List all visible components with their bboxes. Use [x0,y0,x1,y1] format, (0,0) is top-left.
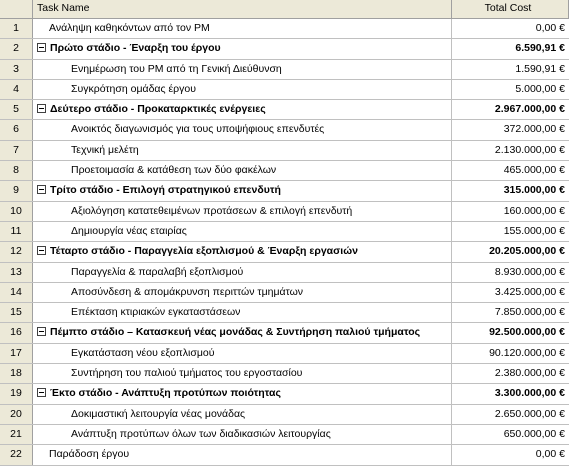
grid-header [0,0,569,19]
total-cost-cell[interactable]: 3.300.000,00 € [452,384,569,403]
row-id-cell[interactable]: 14 [0,283,33,302]
row-id-cell[interactable]: 18 [0,364,33,383]
task-row[interactable] [0,364,569,384]
row-id-cell[interactable]: 1 [0,19,33,38]
task-row[interactable] [0,344,569,364]
task-name-text: Πρώτο στάδιο - Έναρξη του έργου [50,42,221,55]
total-cost-cell[interactable]: 650.000,00 € [452,425,569,444]
summary-task-row[interactable] [0,242,569,262]
summary-task-row[interactable] [0,181,569,201]
task-name-cell[interactable] [33,303,452,322]
total-cost-cell[interactable]: 0,00 € [452,445,569,464]
total-cost-cell[interactable]: 7.850.000,00 € [452,303,569,322]
task-name-cell[interactable] [33,242,452,261]
total-cost-cell[interactable]: 2.380.000,00 € [452,364,569,383]
collapse-minus-icon[interactable] [37,246,46,255]
task-name-text: Συγκρότηση ομάδας έργου [71,82,196,95]
row-id-cell[interactable]: 17 [0,344,33,363]
task-row[interactable] [0,19,569,39]
task-name-cell[interactable] [33,80,452,99]
task-name-cell[interactable] [33,222,452,241]
task-row[interactable] [0,202,569,222]
task-name-cell[interactable] [33,445,452,464]
task-name-cell[interactable] [33,283,452,302]
task-name-text: Τεχνική μελέτη [71,143,139,156]
row-id-cell[interactable]: 2 [0,39,33,58]
task-row[interactable] [0,425,569,445]
summary-task-row[interactable] [0,323,569,343]
task-name-cell[interactable] [33,141,452,160]
total-cost-cell[interactable]: 6.590,91 € [452,39,569,58]
row-id-cell[interactable]: 20 [0,405,33,424]
row-id-cell[interactable]: 22 [0,445,33,464]
task-name-text: Τέταρτο στάδιο - Παραγγελία εξοπλισμού & Έναρξη εργασιών [50,245,358,258]
row-id-cell[interactable]: 4 [0,80,33,99]
total-cost-cell[interactable]: 3.425.000,00 € [452,283,569,302]
row-id-cell[interactable]: 12 [0,242,33,261]
task-name-text: Εγκατάσταση νέου εξοπλισμού [71,346,215,359]
task-name-cell[interactable] [33,181,452,200]
task-name-text: Ανάληψη καθηκόντων από τον PM [49,22,210,34]
total-cost-cell[interactable]: 90.120.000,00 € [452,344,569,363]
total-cost-cell[interactable]: 372.000,00 € [452,120,569,139]
total-cost-cell[interactable]: 315.000,00 € [452,181,569,200]
task-row[interactable] [0,141,569,161]
total-cost-cell[interactable]: 0,00 € [452,19,569,38]
row-id-cell[interactable]: 9 [0,181,33,200]
total-cost-cell[interactable]: 1.590,91 € [452,60,569,79]
task-name-text: Προετοιμασία & κατάθεση των δύο φακέλων [71,164,277,177]
task-name-text: Επέκταση κτιριακών εγκαταστάσεων [71,306,241,319]
row-id-cell[interactable]: 7 [0,141,33,160]
task-name-text: Παράδοση έργου [49,448,130,461]
summary-task-row[interactable] [0,100,569,120]
task-name-cell[interactable] [33,323,452,342]
grid-body [0,19,569,466]
header-total-cost[interactable]: Total Cost [452,0,569,18]
total-cost-cell[interactable]: 2.650.000,00 € [452,405,569,424]
task-name-cell[interactable] [33,425,452,444]
task-row[interactable] [0,120,569,140]
task-name-cell[interactable] [33,100,452,119]
task-row[interactable] [0,60,569,80]
total-cost-cell[interactable]: 20.205.000,00 € [452,242,569,261]
total-cost-cell[interactable]: 160.000,00 € [452,202,569,221]
task-row[interactable] [0,161,569,181]
row-id-cell[interactable]: 8 [0,161,33,180]
task-name-text: Έκτο στάδιο - Ανάπτυξη προτύπων ποιότητας [50,387,281,400]
summary-task-row[interactable] [0,39,569,59]
total-cost-cell[interactable]: 155.000,00 € [452,222,569,241]
collapse-minus-icon[interactable] [37,388,46,397]
task-name-text: Δοκιμαστική λειτουργία νέας μονάδας [71,407,246,420]
header-id-cell[interactable] [0,0,33,18]
collapse-minus-icon[interactable] [37,104,46,113]
task-name-cell[interactable] [33,161,452,180]
task-name-text: Τρίτο στάδιο - Επιλογή στρατηγικού επενδυτή [50,184,281,197]
total-cost-cell[interactable]: 8.930.000,00 € [452,263,569,282]
collapse-minus-icon[interactable] [37,43,46,52]
task-row[interactable] [0,405,569,425]
task-name-cell[interactable] [33,263,452,282]
task-name-cell[interactable] [33,364,452,383]
total-cost-cell[interactable]: 5.000,00 € [452,80,569,99]
task-name-text: Ανοικτός διαγωνισμός για τους υποψήφιους επενδυτές [71,123,325,136]
row-id-cell[interactable]: 13 [0,263,33,282]
task-name-text: Δημιουργία νέας εταιρίας [71,224,187,237]
row-id-cell[interactable]: 21 [0,425,33,444]
task-name-text: Πέμπτο στάδιο – Κατασκευή νέας μονάδας & Συντήρηση παλιού τμήματος [50,326,421,339]
row-id-cell[interactable]: 6 [0,120,33,139]
task-name-cell[interactable] [33,405,452,424]
task-name-text: Συντήρηση του παλιού τμήματος του εργοστασίου [71,367,303,380]
task-row[interactable] [0,80,569,100]
task-row[interactable] [0,303,569,323]
task-name-cell[interactable] [33,120,452,139]
task-name-cell[interactable] [33,384,452,403]
task-name-text: Αποσύνδεση & απομάκρυνση περιττών τμημάτων [71,285,304,298]
task-row[interactable] [0,445,569,465]
header-task-name[interactable]: Task Name [33,0,452,18]
task-name-cell[interactable] [33,39,452,58]
task-name-cell[interactable] [33,19,452,38]
row-id-cell[interactable]: 11 [0,222,33,241]
row-id-cell[interactable]: 19 [0,384,33,403]
row-id-cell[interactable]: 10 [0,202,33,221]
task-name-text: Παραγγελία & παραλαβή εξοπλισμού [71,265,244,278]
task-row[interactable] [0,263,569,283]
task-name-text: Δεύτερο στάδιο - Προκαταρκτικές ενέργειες [50,103,266,116]
collapse-minus-icon[interactable] [37,185,46,194]
row-id-cell[interactable]: 5 [0,100,33,119]
row-id-cell[interactable]: 16 [0,323,33,342]
task-name-text: Ανάπτυξη προτύπων όλων των διαδικασιών λειτουργίας [71,427,331,440]
task-name-cell[interactable] [33,60,452,79]
task-row[interactable] [0,283,569,303]
task-name-text: Ενημέρωση του PM από τη Γενική Διεύθυνση [71,62,282,75]
task-name-cell[interactable] [33,202,452,221]
collapse-minus-icon[interactable] [37,327,46,336]
task-name-cell[interactable] [33,344,452,363]
total-cost-cell[interactable]: 2.130.000,00 € [452,141,569,160]
task-row[interactable] [0,222,569,242]
task-name-text: Αξιολόγηση κατατεθειμένων προτάσεων & επιλογή επενδυτή [71,204,353,217]
row-id-cell[interactable]: 3 [0,60,33,79]
summary-task-row[interactable] [0,384,569,404]
row-id-cell[interactable]: 15 [0,303,33,322]
total-cost-cell[interactable]: 92.500.000,00 € [452,323,569,342]
total-cost-cell[interactable]: 465.000,00 € [452,161,569,180]
total-cost-cell[interactable]: 2.967.000,00 € [452,100,569,119]
